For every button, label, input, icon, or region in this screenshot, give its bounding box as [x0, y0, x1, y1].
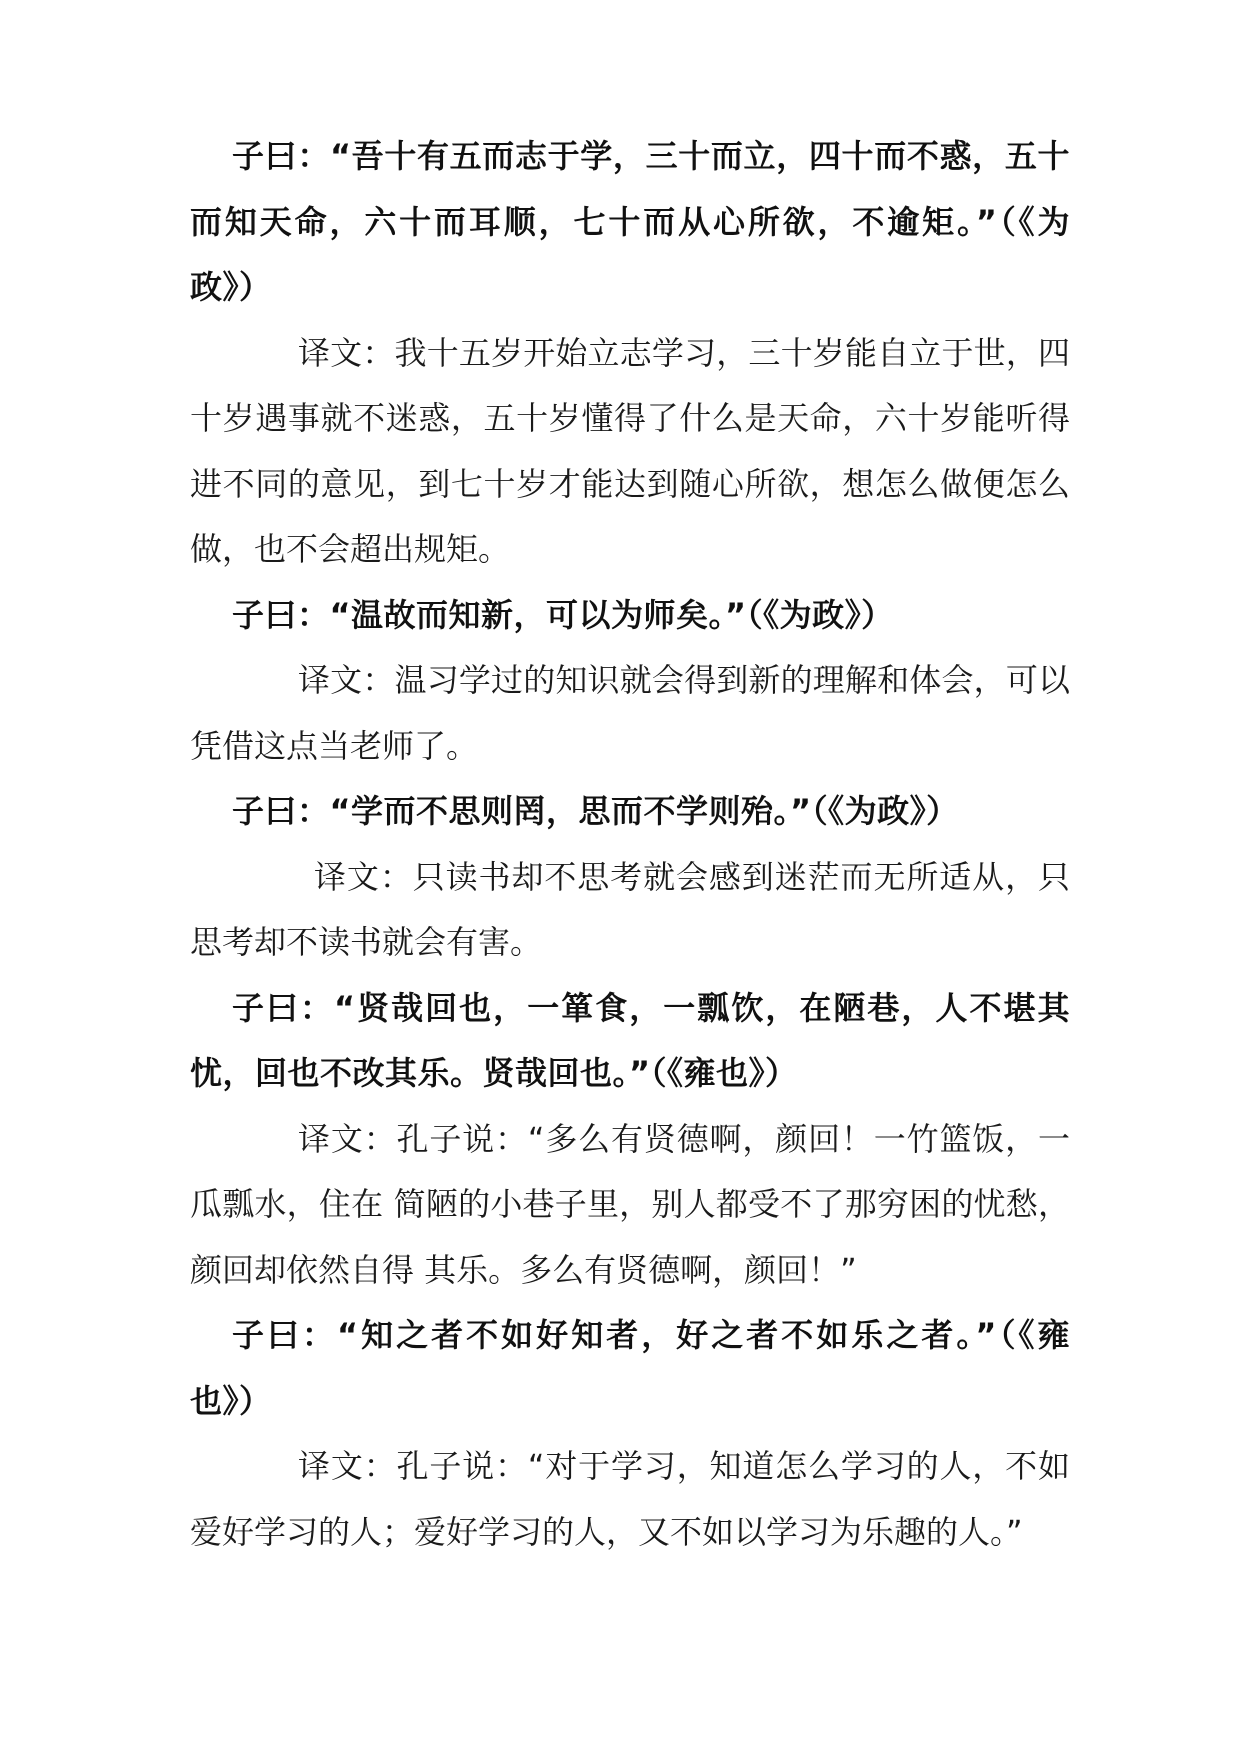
- translation-2: 译文：温习学过的知识就会得到新的理解和体会，可以凭借这点当老师了。: [190, 661, 1070, 765]
- page-content: [190, 124, 1070, 1565]
- quote-2: 子曰：“温故而知新，可以为师矣。”（《为政》）: [232, 595, 894, 634]
- translation-3: 译文：只读书却不思考就会感到迷茫而无所适从，只思考却不读书就会有害。: [190, 857, 1070, 961]
- translation-5: 译文：孔子说：“对于学习，知道怎么学习的人，不如爱好学习的人；爱好学习的人，又不如以学习为乐趣的人。”: [190, 1447, 1070, 1551]
- quote-4: 子曰：“贤哉回也，一箪食，一瓢饮，在陋巷，人不堪其忧，回也不改其乐。贤哉回也。”（《雍也》）: [190, 988, 1070, 1092]
- translation-1: 译文：我十五岁开始立志学习，三十岁能自立于世，四十岁遇事就不迷惑，五十岁懂得了什么是天命，六十岁能听得进不同的意见，到七十岁才能达到随心所欲，想怎么做便怎么做，也不会超出规矩。: [190, 333, 1070, 568]
- quote-1: 子曰：“吾十有五而志于学，三十而立，四十而不惑，五十而知天命，六十而耳顺，七十而从心所欲，不逾矩。”（《为政》）: [190, 137, 1070, 306]
- quote-3: 子曰：“学而不思则罔，思而不学则殆。”（《为政》）: [232, 792, 959, 830]
- quote-5: 子曰：“知之者不如好知者，好之者不如乐之者。”（《雍也》）: [190, 1316, 1070, 1420]
- translation-4: 译文：孔子说：“多么有贤德啊，颜回！一竹篮饭，一瓜瓢水，住在 简陋的小巷子里，别人都受不了那穷困的忧愁，颜回却依然自得 其乐。多么有贤德啊，颜回！”: [190, 1119, 1070, 1289]
